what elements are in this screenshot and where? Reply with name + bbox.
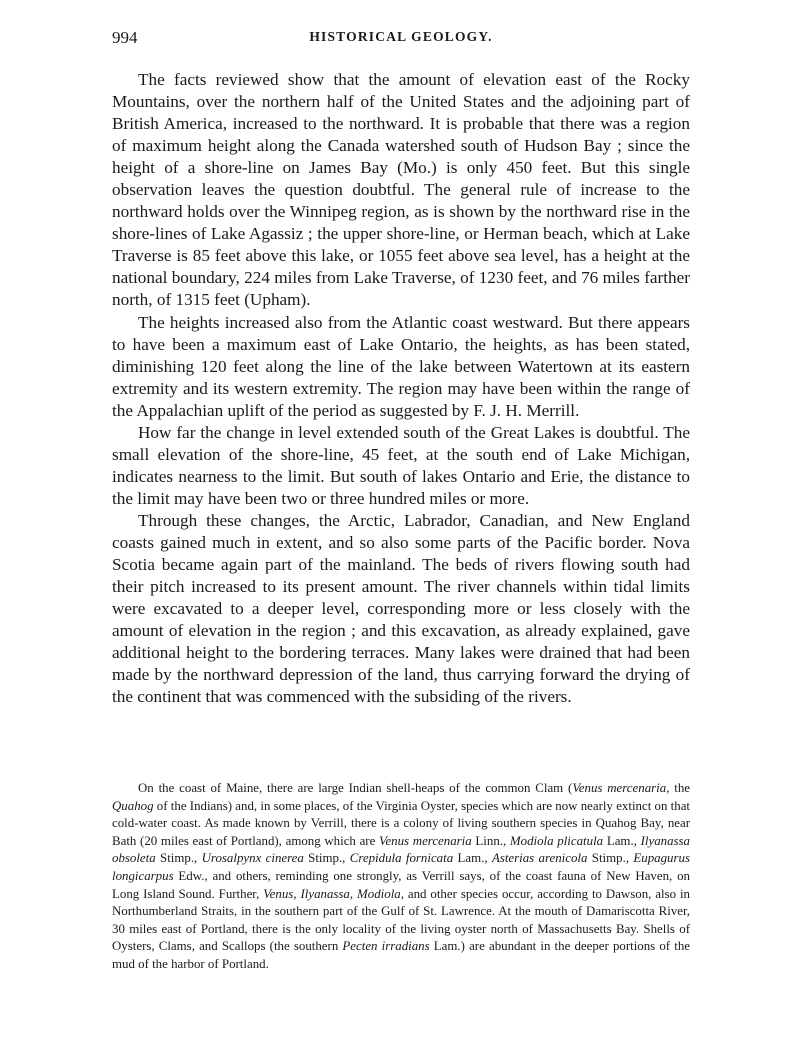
species-name: Ilyanassa [300, 886, 350, 901]
paragraph: How far the change in level extended south of the Great Lakes is doubtful. The small elevation of the shore-line, 45 feet, at the south end of Lake Michigan, indicates nearness to the limit. But south of lakes Ontario and Erie, the distance to the limit may have been two or three hundred miles or more. [112, 422, 690, 508]
running-title: HISTORICAL GEOLOGY. [309, 29, 493, 44]
paragraph: The facts reviewed show that the amount of elevation east of the Rocky Mountains, over the northern half of the United States and the adjoining part of British America, increased to the northward. It is probable that there was a region of maximum height along the Canada watershed south of Hudson Bay ; since the height of a shore-line on James Bay (Mo.) is only 450 feet. But this single observation leaves the question doubtful. The general rule of increase to the northward holds over the Winnipeg region, as is shown by the northward rise in the shore-lines of Lake Agassiz ; the upper shore-line, or Herman beach, which at Lake Traverse is 85 feet above this lake, or 1055 feet above sea level, has a height at the national boundary, 224 miles from Lake Traverse, of 1230 feet, and 76 miles farther north, of 1315 feet (Upham). [112, 70, 690, 310]
footnote-text: , the [666, 781, 690, 795]
footnote-text: Lam., [453, 851, 492, 866]
footnote-text: Lam.) are abundant in the deeper portions of the mud of the harbor of Portland. [112, 939, 690, 971]
species-name: Crepidula fornicata [349, 851, 454, 866]
footnote-text: of the Indians) and, in some places, of the Virginia Oyster, species which are now nearly extinct on that cold-water coast. As made known by Verrill, there is a colony of living southern species in Quahog Bay, near Bath (20 miles east of Portland), among which are [112, 798, 690, 848]
footnote-text: Edw., and others, reminding one strongly, as Verrill says, of the coast fauna of New Haven, on Long Island Sound. Further, [112, 868, 690, 901]
footnote-text: , [293, 886, 301, 901]
species-name: Modiola [357, 886, 401, 901]
body-text [112, 69, 690, 708]
page-number: 994 [112, 28, 138, 47]
species-name: Venus mercenaria [379, 833, 472, 848]
footnote-paragraph [112, 780, 690, 974]
paragraph: Through these changes, the Arctic, Labrador, Canadian, and New England coasts gained much in extent, and so also some parts of the Pacific border. Nova Scotia became again part of the mainland. The beds of rivers flowing south had their pitch increased to its present amount. The river channels within tidal limits were excavated to a deeper level, corresponding more or less closely with the amount of elevation in the region ; and this excavation, as already explained, gave additional height to the bordering terraces. Many lakes were drained that had been made by the northward depression of the land, thus carrying forward the drying of the continent that was commenced with the subsiding of the rivers. [112, 510, 690, 707]
footnote-text: On the coast of Maine, there are large Indian shell-heaps of the common Clam ( [138, 781, 573, 795]
footnote-text: Lam., [603, 833, 641, 848]
species-name: Quahog [112, 798, 154, 813]
footnote-text: Stimp., [303, 851, 350, 866]
footnote-text: , [349, 886, 358, 901]
footnote-text: Stimp., [587, 851, 634, 866]
species-name: Modiola plicatula [509, 833, 604, 848]
paragraph: The heights increased also from the Atlantic coast westward. But there appears to have been a maximum east of Lake Ontario, the heights, as has been stated, diminishing 120 feet along the line of the lake between Watertown at its eastern extremity and its western extremity. The region may have been within the range of the Appalachian uplift of the period as suggested by F. J. H. Merrill. [112, 312, 690, 420]
footnote-text: Linn., [471, 833, 510, 848]
species-name: Ilyanassa obsoleta [112, 833, 691, 866]
species-name: Pecten irradians [342, 939, 430, 954]
species-name: Eupagurus longicarpus [112, 851, 690, 883]
species-name: Venus mercenaria [572, 781, 667, 795]
footnote [112, 780, 690, 974]
running-head [112, 28, 690, 50]
species-name: Asterias arenicola [491, 851, 588, 866]
footnote-text: Stimp., [155, 851, 202, 866]
species-name: Venus [263, 886, 294, 901]
species-name: Urosalpynx cinerea [201, 851, 304, 866]
footnote-text: , and other species occur, according to Dawson, also in Northumberland Straits, in the southern part of the Gulf of St. Lawrence. At the mouth of Damariscotta River, 30 miles east of Portland, there is the only locality of the living oyster north of Massachusetts Bay. Shells of Oysters, Clams, and Scallops (the southern [112, 886, 691, 954]
